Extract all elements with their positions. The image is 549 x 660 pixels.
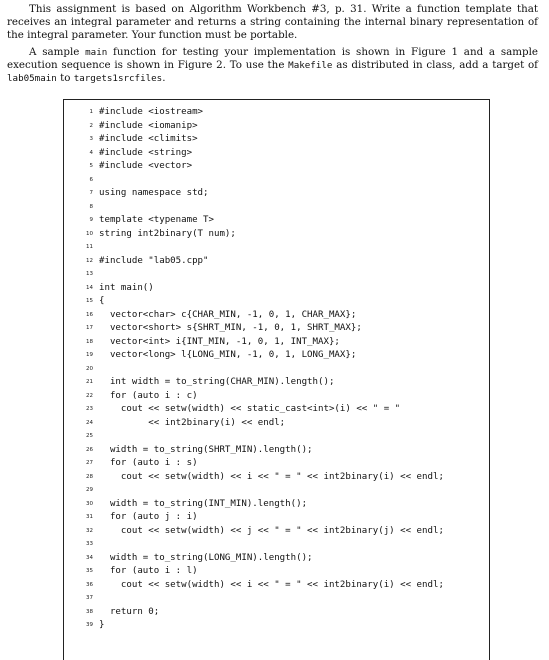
line-number: 20 (86, 365, 93, 372)
code-text: { (99, 296, 105, 306)
code-text: cout << setw(width) << i << " = " << int2binary(i) << endl; (99, 471, 444, 482)
code-text: vector<char> c{CHAR_MIN, -1, 0, 1, CHAR_MAX}; (99, 309, 357, 320)
line-number: 36 (86, 581, 93, 588)
code-line (64, 525, 489, 539)
code-text: for (auto i : c) (99, 390, 198, 401)
code-line (64, 430, 489, 444)
code-line (64, 187, 489, 201)
line-number: 24 (86, 419, 93, 426)
line-number: 4 (89, 149, 93, 156)
code-text: template <typename T> (99, 215, 214, 225)
code-line (64, 538, 489, 552)
code-text: width = to_string(SHRT_MIN).length(); (99, 444, 313, 455)
code-text: vector<int> i{INT_MIN, -1, 0, 1, INT_MAX}; (99, 336, 340, 347)
code-text: int width = to_string(CHAR_MIN).length(); (99, 377, 335, 387)
code-line (64, 457, 489, 471)
code-word-targets1srcfiles: targets1srcfiles (73, 73, 163, 85)
line-number: 3 (89, 136, 93, 142)
code-line (64, 471, 489, 485)
code-text: width = to_string(INT_MIN).length(); (99, 498, 308, 509)
code-text: cout << setw(width) << j << " = " << int2binary(j) << endl; (99, 525, 444, 536)
code-line (64, 174, 489, 188)
code-text: #include "lab05.cpp" (99, 255, 209, 266)
code-text: vector<long> l{LONG_MIN, -1, 0, 1, LONG_MAX}; (99, 350, 357, 360)
code-line (64, 484, 489, 498)
line-number: 18 (86, 338, 93, 345)
code-line (64, 282, 489, 296)
line-number: 39 (86, 622, 93, 628)
p2-text-a: A sample (29, 46, 86, 58)
code-line (64, 403, 489, 417)
code-word-makefile: Makefile (288, 60, 333, 72)
intro-paragraph-1-text: This assignment is based on Algorithm Workbench #3, p. 31. Write a function template that receives an integral parameter and returns a string containing the internal binary representation of the integral parameter. Your function must be portable. (7, 3, 538, 42)
code-line (64, 295, 489, 309)
line-number: 6 (89, 176, 93, 183)
line-number: 10 (86, 230, 93, 237)
intro-paragraph-1 (7, 3, 538, 43)
line-number: 15 (86, 298, 93, 304)
code-line (64, 268, 489, 282)
code-text: cout << setw(width) << static_cast<int>(i) << " = " (99, 404, 401, 414)
code-text: #include <iomanip> (99, 120, 198, 131)
code-text: << int2binary(i) << endl; (99, 417, 286, 428)
code-line (64, 201, 489, 215)
line-number: 23 (86, 406, 93, 412)
code-line (64, 228, 489, 242)
code-line (64, 120, 489, 134)
line-number: 17 (86, 325, 93, 331)
line-number: 5 (89, 163, 93, 169)
code-text: #include <string> (99, 147, 193, 158)
line-number: 31 (86, 514, 93, 520)
line-number: 35 (86, 568, 93, 574)
code-line (64, 565, 489, 579)
line-number: 37 (86, 595, 93, 601)
code-listing-frame (63, 99, 490, 660)
code-word-lab05main: lab05main (7, 73, 57, 85)
code-text: #include <climits> (99, 134, 198, 144)
line-number: 19 (86, 352, 93, 358)
line-number: 11 (86, 244, 93, 250)
code-text: for (auto i : l) (99, 566, 198, 576)
code-line (64, 241, 489, 255)
code-line (64, 336, 489, 350)
code-text: vector<short> s{SHRT_MIN, -1, 0, 1, SHRT_MAX}; (99, 323, 362, 333)
code-line (64, 349, 489, 363)
line-number: 26 (86, 446, 93, 453)
line-number: 9 (89, 217, 93, 223)
code-text: #include <vector> (99, 161, 193, 171)
code-listing (64, 106, 489, 633)
code-line (64, 498, 489, 512)
p2-text-e: . (162, 72, 166, 85)
line-number: 22 (86, 392, 93, 399)
code-text: return 0; (99, 606, 160, 617)
line-number: 32 (86, 527, 93, 534)
code-text: #include <iostream> (99, 107, 204, 117)
code-line (64, 417, 489, 431)
code-text: } (99, 620, 105, 630)
line-number: 8 (89, 203, 93, 210)
code-line (64, 592, 489, 606)
intro-paragraph-2 (7, 46, 538, 86)
code-line (64, 309, 489, 323)
code-line (64, 106, 489, 120)
code-text: width = to_string(LONG_MIN).length(); (99, 552, 313, 563)
code-line (64, 214, 489, 228)
line-number: 12 (86, 257, 93, 264)
code-line (64, 255, 489, 269)
line-number: 38 (86, 608, 93, 615)
code-line (64, 606, 489, 620)
line-number: 1 (89, 109, 93, 115)
line-number: 14 (86, 284, 93, 291)
code-line (64, 322, 489, 336)
line-number: 25 (86, 433, 93, 439)
line-number: 34 (86, 554, 93, 561)
code-line (64, 160, 489, 174)
code-text: cout << setw(width) << i << " = " << int2binary(i) << endl; (99, 579, 444, 590)
code-line (64, 579, 489, 593)
line-number: 33 (86, 541, 93, 547)
line-number: 16 (86, 311, 93, 318)
code-line (64, 363, 489, 377)
line-number: 21 (86, 379, 93, 385)
line-number: 27 (86, 460, 93, 466)
code-line (64, 619, 489, 633)
code-text: for (auto j : i) (99, 512, 198, 522)
code-line (64, 376, 489, 390)
code-line (64, 133, 489, 147)
line-number: 30 (86, 500, 93, 507)
p2-text-c: as distributed in class, add a target of (332, 59, 538, 72)
code-text: int main() (99, 282, 154, 293)
line-number: 29 (86, 487, 93, 493)
code-line (64, 444, 489, 458)
line-number: 28 (86, 473, 93, 480)
code-word-main: main (85, 47, 108, 58)
line-number: 2 (89, 122, 93, 129)
code-line (64, 147, 489, 161)
code-text: for (auto i : s) (99, 458, 198, 468)
p2-text-b: function for testing your implementation is shown in Figure 1 and a sample execution sequence is shown in Figure 2. To use the (7, 46, 538, 72)
code-line (64, 511, 489, 525)
p2-text-d: to (56, 72, 74, 85)
code-line (64, 552, 489, 566)
line-number: 7 (89, 190, 93, 196)
code-line (64, 390, 489, 404)
code-text: string int2binary(T num); (99, 228, 236, 239)
code-text: using namespace std; (99, 188, 209, 198)
line-number: 13 (86, 271, 93, 277)
